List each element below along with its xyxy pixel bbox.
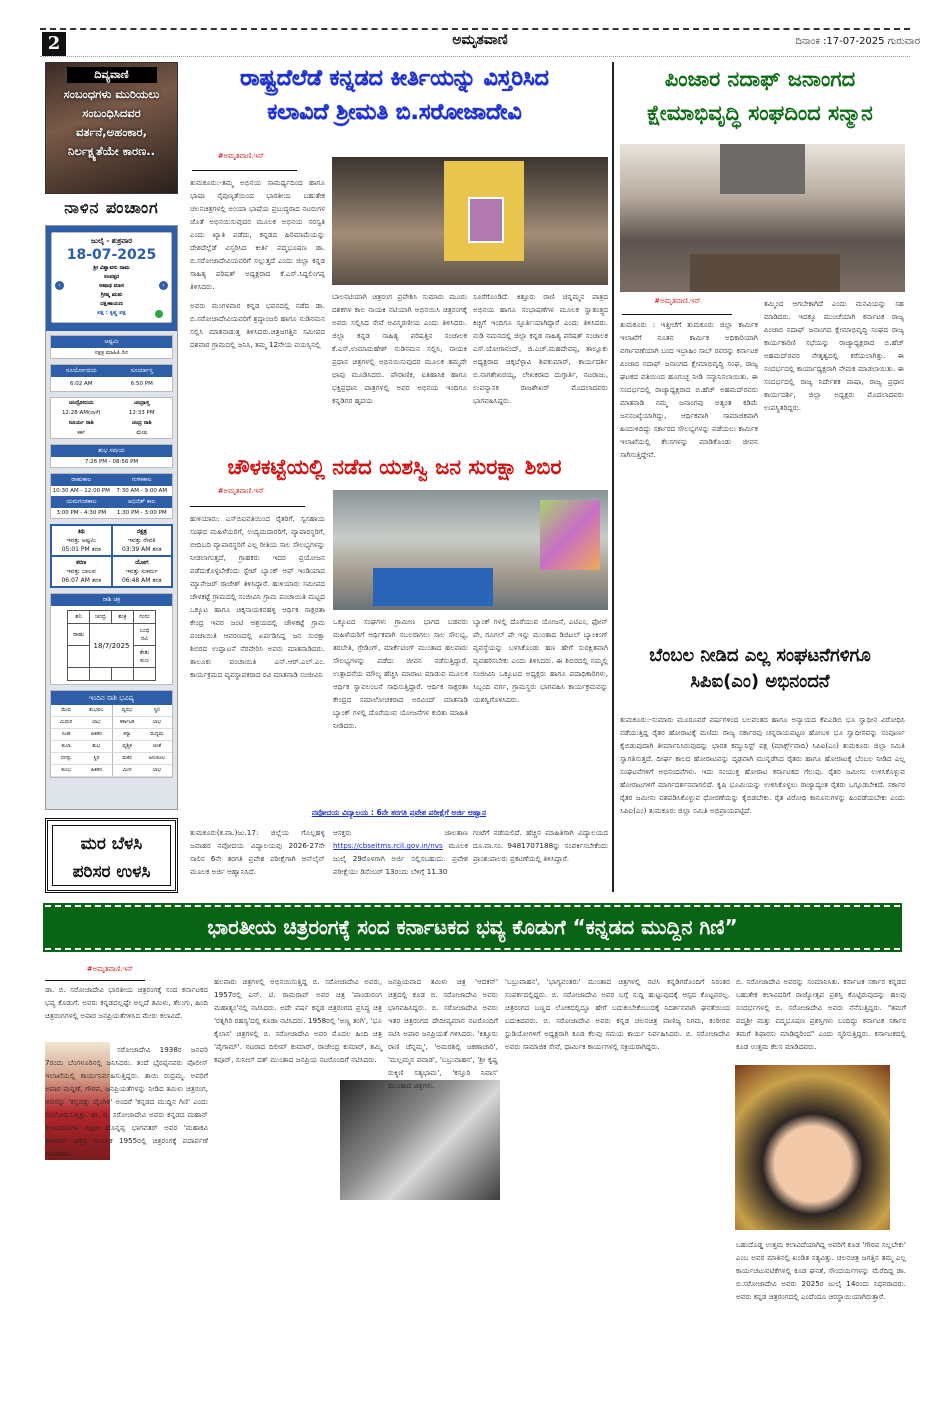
rashi-name: ಧನಸ್ಸು: [60, 755, 72, 761]
article1-para-2: ಅವರು ಮಂಗಳವಾರ ಕನ್ನಡ ಭವನದಲ್ಲಿ ನಡೆದ ಡಾ. ಬಿ.ಸರೋಜಾದೇವಿಯವರಿಗೆ ಶ್ರದ್ಧಾಂಜಲಿ ಹಾಗೂ ನುಡಿನಮನ ಸಲ್ಲಿಸಿ ಮಾತನಾಡುತ್ತ ತಿಳಿಸಿದರು.ಚಿತ್ರಜಗತ್ತಿನ ಸಮೀಪದ ದಶವಾರ ಗ್ರಾಮದಲ್ಲಿ ಜನಿಸಿ, ತಮ್ಮ 12ನೇಯ ವಯಸ್ಸಿನಲ್ಲಿ: [190, 301, 325, 349]
feature-col5b: ಬಹುದೊಡ್ಡ ಉತ್ತಮ ಕಲಾವಿದೆಯಾಗಿದ್ದ ಅವರಿಗೆ ಕೂಡ 'ಗೌರವ ಸಲ್ಲಬೇಕು' ಎಂಬ ಅವರ ಮಾತಿನಲ್ಲಿ ಖಂಡಿತ ಸತ್ಯವಿತ್ತು. ಚಲನಚಿತ್ರ ಜಗತ್ತಿನ ತಮ್ಮ ಎಲ್ಲ ಕಾರ್ಯಚಟುವಟಿಕೆಗಳಲ್ಲಿ ಕೂಡ ಘನತೆ, ಸೌಂದರ್ಯಗಳನ್ನು ಮೆರೆದಿದ್ದ ಡಾ. ಬಿ.ಸರೋಜಾದೇವಿ ಅವರು 2025ರ ಜುಲೈ 14ರಂದು ನಿಧನರಾದರು. ಅವರು ಕನ್ನಡ ಚಿತ್ರರಂಗದಲ್ಲಿ ಎಂದೆಂದೂ ಚಿರಸ್ಥಾಯಿಯಾಗಿರುತ್ತಾರೆ.: [736, 1240, 906, 1301]
shubha-label: ಶುಭ ಸಮಯ: [51, 445, 172, 457]
rashi-prediction: ಲಾಭ: [152, 767, 162, 773]
article2-headline-line-2: ಕ್ಷೇಮಾಭಿವೃದ್ಧಿ ಸಂಘದಿಂದ ಸನ್ಮಾನ: [647, 101, 873, 125]
rashi-name: ತುಲಾ: [61, 743, 71, 749]
rashi-prediction: ಹಿತಕರ: [90, 731, 102, 737]
sunset-label: ಸೂರ್ಯಾಸ್ತ: [130, 367, 153, 374]
chart-cell: [134, 646, 156, 668]
bhavishya-row: [51, 717, 172, 729]
sun-rashi-value: ಕರ್ಕ: [77, 430, 86, 436]
slogan-line-1: ಮರ ಬೆಳಸಿ: [80, 834, 143, 854]
chart-cell: [68, 646, 90, 668]
rashi-prediction: ಲಾಭ: [92, 719, 101, 725]
chart-cell: [90, 668, 112, 681]
chart-planet: ಕೇತು: [139, 648, 150, 656]
rashi-prediction: ಸ್ಥಿರ: [153, 707, 160, 713]
notice-col1: ತುಮಕೂರು(ಕ.ವಾ.)ಜು.17: ಜಿಲ್ಲೆಯ ಗೊಲ್ಲಹಳ್ಳಿ ಜವಾಹರ ನವೋದಯ ವಿದ್ಯಾಲಯವು 2026-27ನೇ ಸಾಲಿನ 6ನೇ ತರಗತಿ ಪ್ರವೇಶ ಪರೀಕ್ಷೆಗಾಗಿ ಆನ್‌ಲೈನ್ ಮೂಲಕ ಅರ್ಜಿ ಆಹ್ವಾನಿಸಿದೆ.: [190, 828, 325, 876]
yama-value: 3:00 PM - 4:30 PM: [56, 510, 107, 516]
rashi-prediction: ಮಧ್ಯಮ: [150, 731, 164, 737]
tithi-time: 05:01 PM ತನಕ: [61, 546, 101, 553]
moonrise-label: ಚಂದ್ರೋದಯ: [68, 400, 94, 406]
bhavishya-row: [51, 765, 172, 777]
feature-intro: ಡಾ. ಬಿ. ಸರೋಜಾದೇವಿ ಭಾರತೀಯ ಚಿತ್ರರಂಗಕ್ಕೆ ಸಂದ ಕರ್ನಾಟಕದ ಭವ್ಯ ಕೊಡುಗೆ. ಅವರು ಕನ್ನಡದಲ್ಲಷ್ಟೇ ಅಲ್ಲದೆ ತಮಿಳು, ತೆಲುಗು, ಹಿಂದಿ ಚಿತ್ರರಂಗಗಳಲ್ಲಿ ಅಪಾರ ಜನಪ್ರಿಯತೆಗಳಿಸಿದ ಮೇರು ಕಲಾವಿದೆ.: [45, 985, 208, 1020]
rashi-name: ಮೇಷ: [61, 707, 72, 713]
article1-headline: [182, 62, 607, 130]
rashi-name: ಸಿಂಹ: [61, 731, 71, 737]
tithi-box: [51, 525, 112, 556]
window-image: [720, 144, 805, 194]
article1-photo: [332, 157, 608, 285]
article3-photo: [333, 490, 608, 610]
article1-col3: ಸೂರೆಗೊಂಡಿದೆ. ಕಿತ್ತೂರು ರಾಣಿ ಚನ್ನಮ್ಮನ ಪಾತ್ರದ ಅಭಿನಯ ಹಾಗೂ ಸಂಭಾಷಣೆಗಳ ಮೂಲಕ ಸ್ವಾತಂತ್ರ್ಯದ ಕಿಚ್ಚಿಗೆ ಇಂದಿಗೂ ಸ್ಫೂರ್ತಿಯಾಗಿದ್ದಾರೆ ಎಂದು ತಿಳಿಸಿದರು. ನುಡಿ ನಮನದಲ್ಲಿ ಜಿಲ್ಲಾ ಕನ್ನಡ ಸಾಹಿತ್ಯ ಪರಿಷತ್ ಸಂಚಾಲಕ ಎಸ್.ಯೋಗಾನಂದ್, ಜಿ.ಎಚ್.ಮಹದೇವಪ್ಪ, ತಾಲ್ಲೂಕು ಅಧ್ಯಕ್ಷರಾದ ಚಿಕ್ಕಬೆಳ್ಳಾವಿ ಶಿವಕುಮಾರ್, ಕಾರ್ಯದರ್ಶಿ ಬಿ.ನಾಗಶೇಖರಯ್ಯ, ಲೇಖಕರಾದ ದುಗ್ಗಾರ್ತಿ, ನಟರಾಜು, ಉಪನ್ಯಾಸಕ ರಾಜಶೇಖರ್ ಮೊದಲಾದವರು ಭಾಗವಹಿಸಿದ್ದರು.: [473, 292, 608, 405]
rashi-name: ಮೀನ: [112, 765, 142, 776]
article2-headline-line-1: ಪಿಂಜಾರ ನದಾಫ್ ಜನಾಂಗದ: [664, 67, 856, 91]
panchanga-line: ಶ್ರೀ ವಿಶ್ವಾವಸು ನಾಮ: [93, 265, 130, 271]
chart-cell: [112, 668, 134, 681]
chart-cell: ಗುರು: [134, 611, 156, 624]
rashi-name: ವೃಷಭ: [112, 705, 142, 716]
divyavani-box: [45, 62, 178, 194]
panchanga-panel: [45, 225, 178, 810]
feature-portrait-2: [735, 1065, 890, 1230]
nakshatra-name: ಇವತ್ತು ರೇವತಿ: [128, 537, 156, 544]
map-poster-image: [540, 500, 600, 570]
panchanga-line: ದಕ್ಷಿಣಾಯಣ: [100, 301, 123, 307]
notice-col2-text: ಆಸಕ್ತರು ಜಾಲತಾಣ: [333, 828, 468, 837]
article2-col2: ತಮ್ಮಿಂದ ಆಗಬೇಕಾಗಿದೆ ಎಂದು ಮನವಿಯನ್ನು ಸಹ ಮಾಡಿದರು. ಇದಕ್ಕೂ ಮುಂಚೆಯಾಗಿ ಕರ್ನಾಟಕ ರಾಜ್ಯ ಪಿಂಜಾರ ನದಾಫ್ ಜನಾಂಗದ ಕ್ಷೇಮಾಭಿವೃದ್ಧಿ ಸಂಘದ ರಾಜ್ಯ ಕಾರ್ಯಕಾರಿಣಿ ಸಭೆಯನ್ನು ರಾಜ್ಯಾಧ್ಯಕ್ಷರಾದ ಬಿ.ಹೆಚ್ ಅಹಮದ್‌ರವರ ನೇತೃತ್ವದಲ್ಲಿ ಕರೆಯಲಾಗಿತ್ತು. ಈ ಸಂದರ್ಭದಲ್ಲಿ ಕಾರ್ಯಾಧ್ಯಕ್ಷರಾಗಿ ನೇಮಕ ಮಾಡಲಾಯಿತು. ಈ ಸಂದರ್ಭದಲ್ಲಿ ರಾಜ್ಯ ನಿರ್ದೇಶಕ ಪಾಷಾ, ರಾಜ್ಯ ಪ್ರಧಾನ ಕಾರ್ಯದರ್ಶಿ, ಜಿಲ್ಲಾ ಅಧ್ಯಕ್ಷರು ಮೊದಲಾದವರು ಉಪಸ್ಥಿತರಿದ್ದರು.: [764, 299, 904, 412]
article2-photo: [620, 144, 905, 292]
notice-col2: [333, 826, 468, 896]
chart-planet: ರವಿ: [140, 634, 149, 642]
rashi-prediction: ಸ್ಥಿರ: [93, 755, 100, 761]
bhavishya-row: [51, 705, 172, 717]
slogan-box: [45, 818, 178, 893]
rashi-prediction: ಶುಭ: [92, 743, 101, 749]
article1-tag: #ಅಮೃತವಾಣಿ.ಇನ್: [217, 152, 265, 160]
feature-rule: [45, 980, 145, 981]
panchanga-lines: [54, 264, 169, 318]
nakshatra-box: [112, 525, 173, 556]
panchanga-line: ಗ್ರೀಷ್ಮ ಋತು: [100, 292, 123, 298]
panchanga-title: ನಾಳಿನ ಪಂಚಾಂಗ: [64, 198, 159, 217]
chart-cell: [134, 668, 156, 681]
rashi-name: ಕರ್ಕಾಟಕ: [112, 717, 142, 728]
rashi-chakra: [67, 610, 156, 681]
rashi-name: ಕನ್ಯಾ: [112, 729, 142, 740]
tithi-label: ತಿಥಿ: [77, 528, 85, 535]
yoga-name: ಇವತ್ತು ಸುಕರ್ಮ: [125, 568, 158, 575]
page-number-badge: [42, 32, 66, 56]
rashi-prediction: ಶುಭಫಲ: [89, 707, 104, 713]
feature-col1: ಸರೋಜಾದೇವಿ 1938ರ ಜನವರಿ 7ರಂದು ಬೆಂಗಳೂರಿನಲ್ಲಿ ಜನಿಸಿದರು. ತಂದೆ ಭೈರಪ್ಪನವರು ಪೊಲೀಸ್ ಇಲಾಖೆಯಲ್ಲಿ ಕಾರ್ಯನಿರ್ವಹಿಸುತ್ತಿದ್ದರು. ತಾಯಿ ರುದ್ರಮ್ಮ. ಅವರಿಗೆ ಅಪಾರ ಮನ್ನಣೆ, ಗೌರವ, ಜನಪ್ರಿಯತೆಗಳನ್ನು ನೀಡಿದ ತಮಿಳು ಚಿತ್ರರಂಗ, ಅವರನ್ನು 'ಕನ್ನಡತ್ತು ಪೈಂಗಿಳಿ' ಅಂದರೆ 'ಕನ್ನಡದ ಮುದ್ದಿನ ಗಿಣಿ' ಎಂದು ಸಂಬೋಧಿಸುತ್ತಿತ್ತು. ಡಾ. ಬಿ. ಸರೋಜಾದೇವಿ ಅವರು ಕನ್ನಡದ ಮಹಾನ್ ಕಲಾವಿದರುಗಳ ದಿಗ್ಗಜ ಹೊನ್ನಪ್ಪ ಭಾಗವತರ್ ಅವರ 'ಮಹಾಕವಿ ಕಾಳಿದಾಸ' ಚಿತ್ರದ ಮೂಲಕ 1955ರಲ್ಲಿ ಚಿತ್ರರಂಗಕ್ಕೆ ಪದಾರ್ಪಣೆ ಮಾಡಿದರು.: [45, 1045, 208, 1158]
whatsapp-icon[interactable]: [155, 310, 163, 318]
rashi-name: ಮಕರ: [112, 753, 142, 764]
article1-headline-line-1: ರಾಷ್ಟ್ರದೆಲೆಡೆ ಕನ್ನಡದ ಕೀರ್ತಿಯನ್ನು ವಿಸ್ತರಿಸಿದ: [240, 66, 549, 91]
panchanga-line: ಪಕ್ಷ : ಕೃಷ್ಣ ಪಕ್ಷ: [97, 310, 126, 316]
yoga-time: 06:48 AM ತನಕ: [121, 577, 162, 584]
column-divider: [612, 62, 614, 892]
yama-label: ಯಮಗಂಡಕಾಲ: [65, 498, 97, 505]
bhavishya-row: [51, 753, 172, 765]
gulika-label: ಗುಳಿಕಕಾಲ: [131, 476, 152, 483]
rashi-chakra-label: ರಾಶಿ ಚಕ್ರ: [51, 594, 172, 606]
gulika-value: 7:30 AM - 9:00 AM: [116, 488, 168, 494]
article1-headline-line-2: ಕಲಾವಿದೆ ಶ್ರೀಮತಿ ಬಿ.ಸರೋಜಾದೇವಿ: [267, 100, 522, 125]
feature-col4: 'ಬಬ್ರುವಾಹನ', 'ಭಾಗ್ಯವಂತರು' ಮುಂತಾದ ಚಿತ್ರಗಳಲ್ಲಿ ನಟಿಸಿ ಕನ್ನಡಿಗರೊಂದಿಗೆ ನಿರಂತರ ಸಂಪರ್ಕದಲ್ಲಿದ್ದರು. ಬಿ. ಸರೋಜಾದೇವಿ ಅವರ ಬಗ್ಗೆ ಸುದ್ದಿ ಹುಟ್ಟುವುದಕ್ಕೆ ಆಸ್ಪದ ಕೊಟ್ಟವರಲ್ಲ. ಚಿತ್ರರಂಗದ ಬಣ್ಣದ ಲೋಕದಲ್ಲಿದ್ದೂ ಹೇಗೆ ಬದುಕುಬೇಕೆಂಬುದಕ್ಕೆ ನಿದರ್ಶನವಾಗಿ ಘನತೆಯಿಂದ ಬದುಕಿದವರು. ಬಿ. ಸರೋಜಾದೇವಿ ಅವರು ಕನ್ನಡ ಚಲನಚಿತ್ರ ವಾಣಿಜ್ಯ ನಿಗಮ, ಕಂಠೀರವ ಸ್ಟುಡಿಯೋಗಳಿಗೆ ಅಧ್ಯಕ್ಷರಾಗಿ ಕೂಡ ಕೆಲವು ಸಮಯ ಕಾರ್ಯ ನಿರ್ವಹಿಸಿದರು. ಬಿ. ಸರೋಜಾದೇವಿ ಅವರು ಸಾಮಾಜಿಕ ಸೇವೆ, ಧಾರ್ಮಿಕ ಕಾರ್ಯಗಳಲ್ಲಿ ಸಕ್ರಿಯರಾಗಿದ್ದರು.: [505, 977, 730, 1051]
karana-box: [51, 556, 112, 587]
chart-cell: [134, 624, 156, 646]
divyavani-label: ದಿವ್ಯವಾಣಿ: [67, 67, 157, 83]
chart-planet: ಬುಧ: [139, 626, 150, 634]
article4-body: ತುಮಕೂರು:-ಸುಮಾರು ಮೂರೂವರೆ ವರ್ಷಗಳಿಂದ ಬಲವಂತದ ಹಾಗೂ ಅನ್ಯಾಯದ ಕೆಐಎಡಿಬಿ ಭೂ ಸ್ವಾಧೀನ ವಿರೋಧಿಸಿ ನಡೆಯುತ್ತಿದ್ದ ರೈತರ ಹೋರಾಟಕ್ಕೆ ಮಣಿದು ರಾಜ್ಯ ಸರ್ಕಾರವು ಚನ್ನರಾಯಪಟ್ಟಣ ಹೋಬಳಿ ಭೂ ಸ್ವಾಧೀನವನ್ನು ಸಂಪೂರ್ಣ ಕೈಬಿಡುವುದಾಗಿ ತೀರ್ಮಾನಿಸಿರುವುದನ್ನು ಭಾರತ ಕಮ್ಯುನಿಸ್ಟ್ ಪಕ್ಷ (ಮಾರ್ಕ್ಸ್‌ವಾದಿ) ಸಿಪಿಐ(ಎಂ) ತುಮಕೂರು ಜಿಲ್ಲಾ ಸಮಿತಿ ಸ್ವಾಗತಿಸುತ್ತದೆ. ದೀರ್ಘ ಕಾಲದ ಹೋರಾಟವನ್ನು ದೃಢವಾಗಿ ಮುನ್ನಡೆಸಿದ ರೈತರು ಹಾಗೂ ಹೋರಾಟಕ್ಕೆ ಬೆಂಬಲ ನೀಡಿದ ಎಲ್ಲ ಸಂಘಟನೆಗಳಿಗೆ ಅಭಿನಂದನೆಗಳು. ಇದು ಸಂಯುಕ್ತ ಹೋರಾಟ ಕರ್ನಾಟಕದ ಗೆಲುವು. ರೈತರ ಜಮೀನು ಉಳಿಸಿಕೊಳ್ಳುವ ಹೋರಾಟಗಳಿಗೆ ಮಾರ್ಗದರ್ಶನವಾಗಲಿದೆ. ಕೃಷಿ ಭೂಮಿಯನ್ನು ಉಳಿಸಿಕೊಳ್ಳಲು ರಾಜ್ಯಾದ್ಯಂತ ರೈತರು ಒಗ್ಗೂಡಬೇಕಿದೆ. ಸರ್ಕಾರ ರೈತರ ಜಮೀನು ವಶಪಡಿಸಿಕೊಳ್ಳುವ ಧೋರಣೆಯನ್ನು ಕೈಬಿಡಬೇಕು. ರೈತ ವಿರೋಧಿ ಕಾನೂನುಗಳನ್ನು ಹಿಂಪಡೆಯಬೇಕು ಎಂದು ಸಿಪಿಐ(ಎಂ) ತುಮಕೂರು ಜಿಲ್ಲಾ ಸಮಿತಿ ಅಭಿಪ್ರಾಯಪಟ್ಟಿದೆ.: [620, 715, 905, 815]
article1-col2: ಬಾಲನಟಿಯಾಗಿ ಚಿತ್ರರಂಗ ಪ್ರವೇಶಿಸಿ ಸುಮಾರು ಮೂರು ದಶಕಗಳ ಕಾಲ ನಾಯಕಿ ನಟಿಯಾಗಿ ಅಭಿನಯಿಸಿ ಚಿತ್ರರಂಗಕ್ಕೆ ಅವರು ಸಲ್ಲಿಸಿದ ಸೇವೆ ಅವಿಸ್ಮರಣೀಯ ಎಂದು ತಿಳಿಸಿದರು. ಜಿಲ್ಲಾ ಕನ್ನಡ ಸಾಹಿತ್ಯ ಪರಿಷತ್ತಿನ ಸಂಚಾಲಕ ಕೆ.ಎಸ್.ಉಮಾಮಹೇಶ್ ನುಡಿನಮನ ಸಲ್ಲಿಸಿ, ನಾಯಕಿ ಪ್ರಧಾನ ಚಿತ್ರಗಳಲ್ಲಿ ಅಭಿನಯಿಸುವುದರ ಮೂಲಕ ತಮ್ಮದೇ ಛಾಪು ಮೂಡಿಸಿದರು. ಪೌರಾಣಿಕ, ಐತಿಹಾಸಿಕ ಹಾಗೂ ಭಕ್ತಿಪ್ರಧಾನ ಪಾತ್ರಗಳಲ್ಲಿ ಅವರ ಅಭಿನಯ ಇಂದಿಗೂ ಕನ್ನಡಿಗರ ಹೃದಯ: [332, 292, 467, 405]
chart-cell: ಶುಕ್ರ: [112, 611, 134, 624]
abhijit-value: 1:30 PM - 3:00 PM: [116, 510, 167, 516]
article4-headline-line-1: ಬೆಂಬಲ ನೀಡಿದ ಎಲ್ಲ ಸಂಘಟನೆಗಳಿಗೂ: [649, 645, 871, 666]
notice-col2-text-2: ಮೂಲಕ ಜುಲೈ 29ರೊಳಗಾಗಿ ಅರ್ಜಿ ಸಲ್ಲಿಸಬಹುದು. ಪ್ರವೇಶ ಪರೀಕ್ಷೆಯು ಡಿಸೆಂಬರ್ 13ರಂದು ಬೆಳಿಗ್ಗೆ 11.30: [333, 841, 468, 876]
header-rule: [40, 28, 910, 30]
ashtami-value: ನಕ್ಷತ್ರ ಮಾಹಿತಿ ದಿನ: [94, 350, 129, 356]
divyavani-quote: ಸಂಬಂಧಗಳು ಮುರಿಯಲು ಸಂಬಂಧಿಸಿದವರ ವರ್ತನೆ,ಅಹಂಕಾರ, ನಿರ್ಲಕ್ಷ್ಯತೆಯೇ ಕಾರಣ..: [63, 87, 160, 158]
moon-rashi-value: ಮೇಷ: [136, 430, 148, 436]
shubha-value: 7:26 PM - 08:56 PM: [84, 459, 139, 465]
feature-col3: ಜನಪ್ರಿಯವಾದ ತಮಿಳು ಚಿತ್ರ 'ಆದಕನ್' ಚಿತ್ರದಲ್ಲಿ ಕೂಡ ಬಿ. ಸರೋಜಾದೇವಿ ಅವರು ಭಾಗವಹಿಸಿದ್ದರು. ಬಿ. ಸರೋಜಾದೇವಿ ಅವರು ಇತರ ಚಿತ್ರರಂಗದ ದೇದೀಪ್ಯಮಾನ ನಟರೊಂದಿಗೆ ನಟಿಸಿ ಅಪಾರ ಜನಪ್ರಿಯತೆ ಗಳಿಸಿದರು. 'ಕಿತ್ತೂರು ರಾಣಿ ಚೆನ್ನಮ್ಮ', 'ಅಮರಶಿಲ್ಪಿ ಜಕಣಾಚಾರಿ', 'ಮಲ್ಲಮ್ಮನ ಪವಾಡ', 'ಬಬ್ರುವಾಹನ', 'ಶ್ರೀ ಕೃಷ್ಣ ರುಕ್ಮಿಣಿ ಸತ್ಯಭಾಮ', 'ಕಸ್ತೂರಿ ನಿವಾಸ' ಮುಂತಾದ ಚಿತ್ರಗಳು.: [388, 977, 498, 1090]
rashi-name: ಕುಂಭ: [61, 767, 71, 773]
article1-para-1: ತುಮಕೂರು:-ತಮ್ಮ ಅಭಿನಯ ಸಾಮರ್ಥ್ಯದಿಂದ ಹಾಗೂ ಭಾಷಾ ನೈಪುಣ್ಯತೆಯಿಂದ ಭಾರತೀಯ ಬಹುತೇಕ ಚಲನಚಿತ್ರಗಳಲ್ಲಿ ಅಂಯಾ ಭಾಷೆಯ ಪ್ರಬುದ್ಧರಾದ ನಟರುಗಳ ಜೊತೆ ಅಭಿನಯಿಸುವುದರ ಮೂಲಕ ಅಭಿನಯ ಸರಸ್ವತಿ ಎಂದು ಖ್ಯಾತಿ ಪಡೆದು, ಕನ್ನಡದ ಹಿರಿಮಾಮೆಯನ್ನು ದೇಶದೆಲ್ಲೆಡೆ ವಿಸ್ತರಿಸಿದ ಕೀರ್ತಿ ಪದ್ಮಭೂಷಣ ಡಾ. ಬಿ.ಸರೋಜಾದೇವಿಯವರಿಗೆ ಸಲ್ಲುತ್ತದೆ ಎಂದು ಜಿಲ್ಲಾ ಕನ್ನಡ ಸಾಹಿತ್ಯ ಪರಿಷತ್ ಅಧ್ಯಕ್ಷರಾದ ಕೆ.ಎಸ್.ಸಿದ್ದಲಿಂಗಪ್ಪ ತಿಳಿಸಿದರು.: [190, 178, 325, 291]
article3-tag: #ಅಮೃತವಾಣಿ.ಇನ್: [217, 487, 265, 495]
feature-col5a: ಬಿ. ಸರೋಜಾದೇವಿ ಅವರನ್ನು ಸಂಮಾನಿಸಿತು. ಕರ್ನಾಟಕ ಸರ್ಕಾರ ಕನ್ನಡದ ಬಹುತೇಕ ಕಲಾವಿದರಿಗೆ ರಾಜ್ಯೋತ್ಸವ ಪ್ರಶಸ್ತಿ ಕೊಟ್ಟಿರುವುದನ್ನು ಹಲವು ಸಂದರ್ಭಗಳಲ್ಲಿ ಬಿ. ಸರೋಜಾದೇವಿ ಅವರು ನೆನೆಸುತ್ತಿದ್ದರು. "ತಮಗೆ ಪದ್ಮಶ್ರೀ ಮತ್ತು ಪದ್ಮಭೂಷಣ ಪ್ರಶಸ್ತಿಗಳು ಬಂದಿದ್ದು ಕರ್ನಾಟಕ ಸರ್ಕಾರ ತಮಗೆ ಶಿಫಾರಸು ಮಾಡಿದ್ದರಿಂದ" ಎಂದು ಸ್ಮರಿಸುತ್ತಿದ್ದರು. ಕರ್ನಾಟಕದಲ್ಲಿ ಕೂಡ ಉತ್ತಮ ಕೆಲಸ ಮಾಡಿದವರು.: [736, 977, 906, 1051]
article2-tag: #ಅಮೃತವಾಣಿ.ಇನ್: [654, 297, 701, 305]
nakshatra-label: ನಕ್ಷತ್ರ: [136, 528, 147, 535]
bhavishya-row: [51, 729, 172, 741]
article3-col2: ಒಕ್ಕೂಟದ ಸಂಘಗಳು ಗ್ರಾಮೀಣ ಭಾಗದ ಬಡವರು ಮಹಿಳೆಯರಿಗೆ ಆರ್ಥಿಕವಾಗಿ ಸಬಲರಾಗಲು ಸಾಲ ಸೌಲಭ್ಯ, ತರಬೇತಿ, ಗ್ರೇಡಿಂಗ್, ಮಾರ್ಕೆಟಿಂಗ್ ಮುಂತಾದ ಹಲವಾರು ಸೌಲಭ್ಯಗಳನ್ನು ಪಡೆದು ಜೀವನ ನಡೆಸುತ್ತಿದ್ದಾರೆ. ಉತ್ಪಾದನೆಯ ಮೌಲ್ಯ ಹೆಚ್ಚಿಸಿ ಮಾರಾಟ ಮಾಡುವ ಮೂಲಕ ಆರ್ಥಿಕ ಸ್ವಾವಲಂಬನೆ ಸಾಧಿಸುತ್ತಿದ್ದಾರೆ. ಆರ್ಥಿಕ ಸಾಕ್ಷರತಾ ಕೇಂದ್ರದ ಸಮಾಲೋಚಕರಾದ ಅರವಿಂದ್ ಮಾತನಾಡಿ ಬ್ಯಾಂಕ್ ಗಳಲ್ಲಿ ದೊರೆಯುವ ಯೋಜನೆಗಳ ಕುರಿತು ಮಾಹಿತಿ ನೀಡಿದರು.: [333, 617, 468, 730]
next-day-icon[interactable]: ›: [159, 281, 168, 290]
bhavishya-row: [51, 741, 172, 753]
paper-name: ಅಮೃತವಾಣಿ: [452, 32, 508, 48]
moonset-label: ಚಂದ್ರಾಸ್ತ: [134, 400, 150, 406]
rahu-label: ರಾಹುಕಾಲ: [71, 476, 92, 483]
issue-date: ದಿನಾಂಕ :17-07-2025 ಗುರುವಾರ: [795, 36, 920, 47]
slogan-line-2: ಪರಿಸರ ಉಳಸಿ: [72, 862, 151, 882]
notice-link[interactable]: https://cbseitms.rcil.gov.in/nvs: [333, 841, 443, 850]
article1-col1: [190, 176, 325, 446]
header-underline: [40, 56, 910, 57]
rashi-prediction: ಲಾಭ: [152, 719, 162, 725]
yoga-label: ಯೋಗ: [134, 559, 149, 566]
chart-cell: ಶನಿ: [68, 611, 90, 624]
rashi-prediction: ಅನುಕೂಲ: [148, 755, 166, 761]
chart-cell: [68, 668, 90, 681]
feature-still-photo: [340, 1080, 500, 1200]
karana-label: ಕರಣ: [76, 559, 87, 566]
moonset-value: 12:33 PM: [128, 410, 155, 416]
chart-center-date: 18/7/2025: [90, 624, 134, 668]
panchanga-line: ಆಷಾಢ ಮಾಸ: [99, 283, 124, 289]
rahu-value: 10:30 AM - 12:00 PM: [52, 488, 110, 494]
chart-cell: ಚಂದ್ರ: [90, 611, 112, 624]
nakshatra-time: 03:39 AM ತನಕ: [121, 546, 162, 553]
rashi-prediction: ಚಿಂತೆ: [152, 743, 162, 749]
article2-rule: [622, 314, 732, 315]
page-number: 2: [47, 33, 61, 54]
yoga-box: [112, 556, 173, 587]
feature-col2: ಹಲವಾರು ಚಿತ್ರಗಳಲ್ಲಿ ಅಭಿನಯಿಸುತ್ತಿದ್ದ ಬಿ. ಸರೋಜಾದೇವಿ ಅವರು, 1957ರಲ್ಲಿ ಎನ್. ಟಿ. ರಾಮರಾವ್ ಅವರ ಚಿತ್ರ 'ಪಾಂಡುರಂಗ ಮಹಾತ್ಯಂ'ನಲ್ಲಿ ನಟಿಸಿದರು. ಅದೇ ವರ್ಷ ಕನ್ನಡ ಚಿತ್ರರಂಗದ ಪ್ರಸಿದ್ಧ ಚಿತ್ರ 'ರತ್ನಗಿರಿ ರಹಸ್ಯ'ದಲ್ಲಿ ಕೂಡಾ ನಟಿಸಿದರು. 1958ರಲ್ಲಿ 'ಅಣ್ಣ ತಂಗಿ', 'ಭೂ ಕೈಲಾಸ' ಚಿತ್ರಗಳಲ್ಲಿ ಬಿ. ಸರೋಜಾದೇವಿ ಅವರ ಮೊದಲ ಹಿಂದಿ ಚಿತ್ರ 'ಪೈಗಾಮ್'. ನಟರಾದ ದಿಲೀಪ್ ಕುಮಾರ್, ರಾಜೇಂದ್ರ ಕುಮಾರ್, ಶಮ್ಮಿ ಕಪೂರ್, ಸುನೀಲ್ ದತ್ ಮುಂತಾದ ಜನಪ್ರಿಯ ನಟರೊಂದಿಗೆ ನಟಿಸಿದರು.: [214, 977, 382, 1064]
rashi-name: ಮಿಥುನ: [59, 719, 73, 725]
abhijit-label: ಅಭಿಜಿತ್ ಕಾಲ: [127, 498, 156, 505]
chart-cell: ರಾಹು: [68, 624, 90, 646]
article3-rule: [190, 506, 305, 507]
moon-rashi-label: ಚಂದ್ರ ರಾಶಿ: [131, 420, 152, 426]
notice-col3: ಗಂಟೆಗೆ ನಡೆಯಲಿದೆ. ಹೆಚ್ಚಿನ ಮಾಹಿತಿಗಾಗಿ ವಿದ್ಯಾಲಯದ ದೂ.ವಾ.ಸಂ. 9481707188ನ್ನು ಸಂಪರ್ಕಿಸಬೇಕೆಂದು ಪ್ರಾಂಶುಪಾಲರು ಪ್ರಕಟಣೆಯಲ್ಲಿ ತಿಳಿಸಿದ್ದಾರೆ.: [473, 828, 608, 863]
sun-rashi-label: ಸೂರ್ಯ ರಾಶಿ: [68, 420, 94, 426]
bhavishya-table: [51, 705, 172, 777]
article2-headline: [615, 62, 905, 130]
sunrise-value: 6:02 AM: [69, 381, 93, 387]
feature-banner: ಭಾರತೀಯ ಚಿತ್ರರಂಗಕ್ಕೆ ಸಂದ ಕರ್ನಾಟಕದ ಭವ್ಯ ಕೊಡುಗೆ “ಕನ್ನಡದ ಮುದ್ದಿನ ಗಿಣಿ”: [45, 905, 900, 950]
panchanga-line: ಸಂವತ್ಸರ: [103, 274, 120, 280]
tithi-name: ಇವತ್ತು ಅಷ್ಟಮಿ: [66, 537, 96, 544]
article4-headline: [615, 643, 905, 695]
chart-planet: ಕುಜ: [140, 656, 149, 664]
notice-headline: ನವೋದಯ ವಿದ್ಯಾಲಯ : 6ನೇ ತರಗತಿ ಪ್ರವೇಶ ಪರೀಕ್ಷೆಗೆ ಅರ್ಜಿ ಆಹ್ವಾನ: [311, 808, 487, 817]
article2-col1: ತುಮಕೂರು : ಇತ್ತೀಚೆಗೆ ತುಮಕೂರು ಜಿಲ್ಲಾ ಕಾರ್ಮಿಕ ಇಲಾಖೆಗೆ ನೂತನ ಕಾರ್ಮಿಕ ಅಧಿಕಾರಿಯಾಗಿ ವರ್ಗಾವಣೆಯಾಗಿ ಬಂದ ಇಬ್ರಾಹಿಂ ಸಾಬ್ ರವರನ್ನು ಕರ್ನಾಟಕ ಪಿಂಜಾರ ನದಾಫ್ ಜನಾಂಗದ ಕ್ಷೇಮಾಭಿವೃದ್ಧಿ ಸಂಘ, ರಾಜ್ಯ ಘಟಕದ ವತಿಯಿಂದ ಹೂಗುಚ್ಛ ನೀಡಿ ಸನ್ಮಾನಿಸಲಾಯಿತು. ಈ ಸಂದರ್ಭದಲ್ಲಿ ರಾಜ್ಯಾಧ್ಯಕ್ಷರಾದ ಬಿ.ಹೆಚ್ ಅಹಮದ್‌ರವರು ಮಾತನಾಡಿ ನಮ್ಮ ಜನಾಂಗವು ಅತ್ಯಂತ ಕಡಿಮೆ ಜನಸಂಖ್ಯೆಯಾಗಿದ್ದು, ಆರ್ಥಿಕವಾಗಿ ಸಾಮಾಜಿಕವಾಗಿ ಹಿಂದುಳಿದಿದ್ದು ಸರ್ಕಾರದ ಸೌಲಭ್ಯಗಳನ್ನು ಪಡೆಯಲು ಕಾರ್ಮಿಕ ಇಲಾಖೆಯಲ್ಲಿ ಕೆಲಸಗಳನ್ನು ಮಾಡಿಕೊಂಡು ಜೀವನ ಸಾಗಿಸುತ್ತಿದ್ದೇವೆ.: [620, 320, 758, 459]
portrait-frame-image: [468, 197, 504, 243]
article4-headline-line-2: ಸಿಪಿಐ(ಎಂ) ಅಭಿನಂದನೆ: [690, 671, 830, 692]
rashi-name: ವೃಶ್ಚಿಕ: [112, 741, 142, 752]
ashtami-label: ಅಷ್ಟಮಿ: [51, 336, 172, 348]
rashi-prediction: ಹಿತಕರ: [90, 767, 102, 773]
prev-day-icon[interactable]: ‹: [55, 281, 64, 290]
article1-rule: [192, 170, 297, 171]
feature-tag: #ಅಮೃತವಾಣಿ.ಇನ್: [86, 965, 134, 973]
panchanga-date: 18-07-2025: [66, 247, 157, 263]
desk-image: [690, 254, 840, 292]
article3-col3: ಬ್ಯಾಂಕ್ ಗಳಲ್ಲಿ ದೊರೆಯುವ ಯೋಜನೆ, ಎಟಿಎಂ, ಫೋನ್ ಪೇ, ಗೂಗಲ್ ಪೇ ಇನ್ನು ಮುಂತಾದ ಡಿಜಿಟಲ್ ಬ್ಯಾಂಕಿಂಗ್ ವ್ಯವಸ್ಥೆಯನ್ನು ಬಳಸಿಕೊಂಡು ಹಣ ಹೇಗೆ ಸುರಕ್ಷಿತವಾಗಿ ವ್ಯವಹರಿಸಬೇಕು ಎಂದು ತಿಳಿಸಿದರು. ಈ ಶಿಬಿರದಲ್ಲಿ ನಮ್ಮಲ್ಲಿ ಸಂಜೀವಿನಿ ಒಕ್ಕೂಟದ ಅಧ್ಯಕ್ಷರು ಹಾಗೂ ಪದಾಧಿಕಾರಿಗಳು, ಸಿಬ್ಬಂದಿ ವರ್ಗ, ಗ್ರಾಮಸ್ಥರು ಭಾಗವಹಿಸಿ ಕಾರ್ಯಕ್ರಮವನ್ನು ಯಶಸ್ವಿಗೊಳಿಸಿದರು.: [473, 617, 608, 704]
article3-headline: ಚೌಳಕಟ್ಟೆಯಲ್ಲಿ ನಡೆದ ಯಶಸ್ವಿ ಜನ ಸುರಕ್ಷಾ ಶಿಬಿರ: [227, 455, 562, 479]
karana-time: 06:07 AM ತನಕ: [61, 577, 102, 584]
panchanga-month-day: ಜುಲೈ - ಶುಕ್ರವಾರ: [91, 237, 132, 245]
sunset-value: 6:50 PM: [130, 381, 153, 387]
banner-cloth-image: [373, 568, 493, 606]
karana-name: ಇವತ್ತು ಬಾಲವ: [66, 568, 96, 575]
bhavishya-label: ಇಂದಿನ ರಾಶಿ ಭವಿಷ್ಯ: [51, 691, 172, 705]
article3-col1: ಹುಳಿಯಾರು: ಎಸ್‌ಬಿಐವತಿಯಿಂದ ರೈತರಿಗೆ, ಸ್ವಸಹಾಯ ಸಂಘದ ಮಹಿಳೆಯರಿಗೆ, ಉದ್ಯಮದಾರರಿಗೆ, ವ್ಯಾಪಾರಸ್ಥರಿಗೆ, ಬೀದಿಬದಿ ವ್ಯಾಪಾರಸ್ಥರಿಗೆ ಎಲ್ಲ ರೀತಿಯ ಸಾಲ ಸೌಲಭ್ಯಗಳನ್ನು ನೀಡಲಾಗುತ್ತದೆ, ಗ್ರಾಹಕರು ಇದರ ಪ್ರಯೋಜನ ಪಡೆದುಕೊಳ್ಳಬೇಕೆಂದು ಸ್ಟೇಟ್ ಬ್ಯಾಂಕ್ ಆಫ್ ಇಂಡಿಯಾದ ಮ್ಯಾನೇಜರ್ ರಾಜೇಶ್ ತಿಳಿಸಿದ್ದಾರೆ. ಹುಳಿಯಾರು ಸಮೀಪದ ಚೌಳಕಟ್ಟೆ ಗ್ರಾಮದಲ್ಲಿ ಸಂಜೀವಿನಿ ಗ್ರಾಮ ಪಂಚಾಯಿತಿ ಮಟ್ಟದ ಒಕ್ಕೂಟ ಹಾಗೂ ಚಿಕ್ಕನಾಯಕನಹಳ್ಳಿ ಆರ್ಥಿಕ ಸಾಕ್ಷರತಾ ಕೇಂದ್ರ ಇವರ ಜಂಟಿ ಆಶ್ರಯದಲ್ಲಿ ಚೌಳಕಟ್ಟೆ ಗ್ರಾಮ ಪಂಚಾಯಿತಿ ಆವರಣದಲ್ಲಿ ಏರ್ಪಡಿಸಿದ್ದ ಜನ ಸುರಕ್ಷಾ ಶಿಬಿರದ ಉದ್ಘಾಟನೆ ನೆರವೇರಿಸಿ ಅವರು ಮಾತನಾಡಿದರು. ತಾಲೂಕು ಪಂಚಾಯಿತಿ ಎನ್.ಆರ್.ಎಲ್.ಎಂ. ಕಾರ್ಯಕ್ರಮದ ವ್ಯವಸ್ಥಾಪಕರಾದ ರವಿ ಮಾತನಾಡಿ ಸಂಜೀವಿನಿ: [190, 514, 325, 679]
moonrise-value: 12:28 AM(ನಾಳೆ): [61, 410, 101, 416]
sunrise-label: ಸೂರ್ಯೋದಯ: [65, 367, 97, 374]
